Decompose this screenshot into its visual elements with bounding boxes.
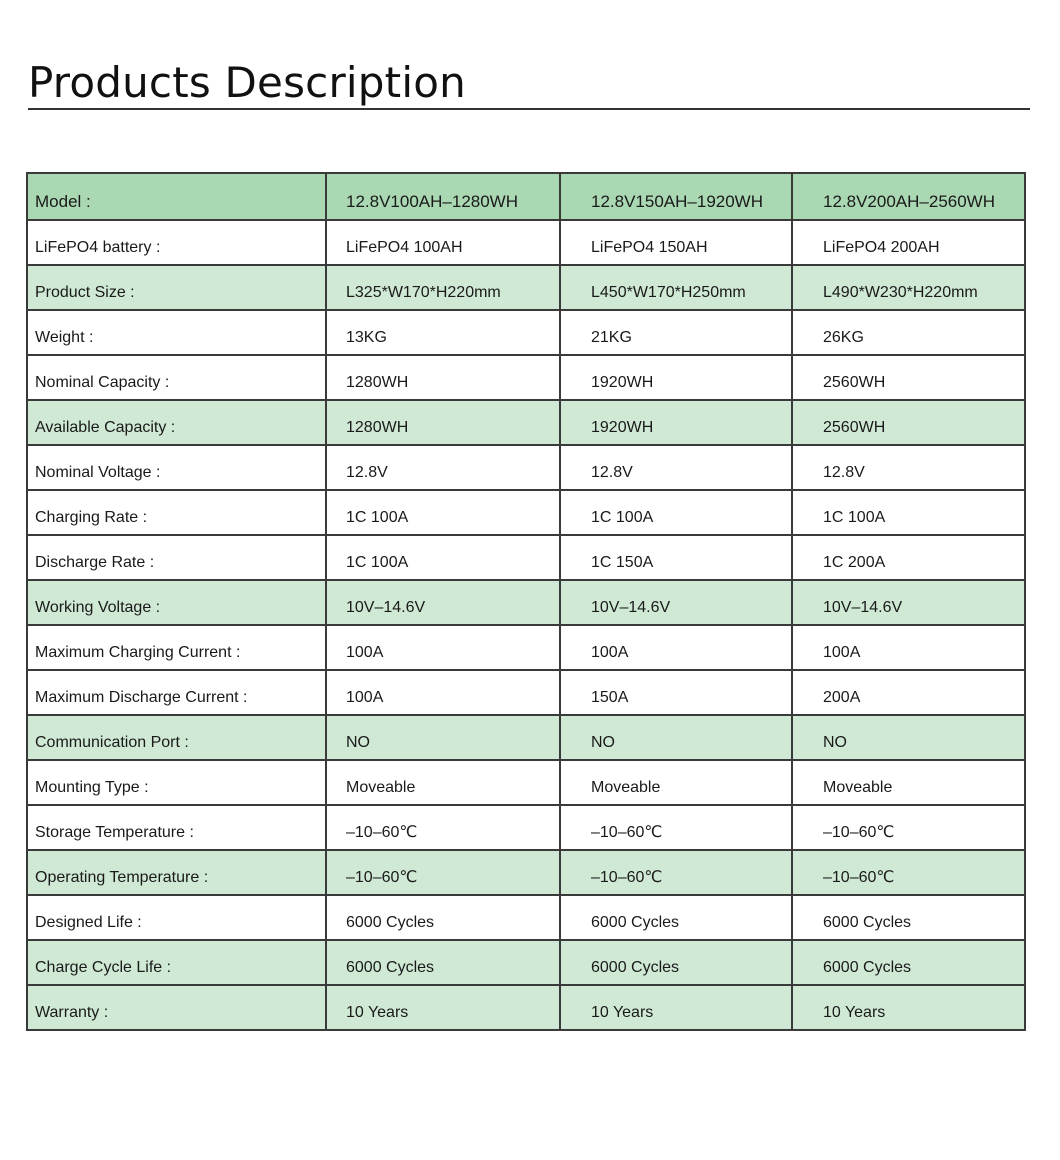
header-label: Model : <box>27 173 326 220</box>
row-label: Operating Temperature : <box>27 850 326 895</box>
table-row <box>27 760 1025 805</box>
row-value-model-1: 10V–14.6V <box>326 580 560 625</box>
table-row <box>27 895 1025 940</box>
row-value-model-3: 2560WH <box>792 355 1025 400</box>
table-row <box>27 715 1025 760</box>
row-label: Maximum Charging Current : <box>27 625 326 670</box>
table-row <box>27 985 1025 1030</box>
row-value-model-3: 26KG <box>792 310 1025 355</box>
row-value-model-3: –10–60℃ <box>792 850 1025 895</box>
row-value-model-3: 100A <box>792 625 1025 670</box>
row-value-model-3: 12.8V <box>792 445 1025 490</box>
table-row <box>27 220 1025 265</box>
header-model-1: 12.8V100AH–1280WH <box>326 173 560 220</box>
row-value-model-1: L325*W170*H220mm <box>326 265 560 310</box>
table-row <box>27 805 1025 850</box>
row-value-model-1: 1C 100A <box>326 535 560 580</box>
header-model-3: 12.8V200AH–2560WH <box>792 173 1025 220</box>
row-value-model-1: 100A <box>326 625 560 670</box>
row-label: Charge Cycle Life : <box>27 940 326 985</box>
row-value-model-1: LiFePO4 100AH <box>326 220 560 265</box>
row-value-model-1: NO <box>326 715 560 760</box>
table-row <box>27 625 1025 670</box>
row-label: Designed Life : <box>27 895 326 940</box>
table-header-row <box>27 173 1025 220</box>
row-value-model-2: LiFePO4 150AH <box>560 220 792 265</box>
row-label: Communication Port : <box>27 715 326 760</box>
row-value-model-2: 1920WH <box>560 355 792 400</box>
row-value-model-2: –10–60℃ <box>560 805 792 850</box>
page-title: Products Description <box>28 58 466 107</box>
row-value-model-2: 1C 150A <box>560 535 792 580</box>
row-value-model-3: Moveable <box>792 760 1025 805</box>
row-value-model-1: 100A <box>326 670 560 715</box>
row-value-model-3: 1C 200A <box>792 535 1025 580</box>
table-row <box>27 490 1025 535</box>
row-value-model-2: 6000 Cycles <box>560 940 792 985</box>
table-row <box>27 445 1025 490</box>
row-value-model-1: 1280WH <box>326 400 560 445</box>
table-row <box>27 940 1025 985</box>
row-label: Product Size : <box>27 265 326 310</box>
row-value-model-1: –10–60℃ <box>326 850 560 895</box>
spec-table-body <box>27 173 1025 1030</box>
row-value-model-3: –10–60℃ <box>792 805 1025 850</box>
row-value-model-3: LiFePO4 200AH <box>792 220 1025 265</box>
row-value-model-2: 21KG <box>560 310 792 355</box>
table-row <box>27 670 1025 715</box>
row-value-model-1: –10–60℃ <box>326 805 560 850</box>
row-value-model-2: 1C 100A <box>560 490 792 535</box>
row-value-model-2: –10–60℃ <box>560 850 792 895</box>
row-label: Available Capacity : <box>27 400 326 445</box>
row-label: Mounting Type : <box>27 760 326 805</box>
row-value-model-3: L490*W230*H220mm <box>792 265 1025 310</box>
row-label: LiFePO4 battery : <box>27 220 326 265</box>
table-row <box>27 265 1025 310</box>
table-row <box>27 535 1025 580</box>
row-value-model-2: 10V–14.6V <box>560 580 792 625</box>
row-value-model-2: 1920WH <box>560 400 792 445</box>
row-value-model-1: Moveable <box>326 760 560 805</box>
row-label: Discharge Rate : <box>27 535 326 580</box>
title-divider <box>28 108 1030 110</box>
table-row <box>27 310 1025 355</box>
row-value-model-1: 6000 Cycles <box>326 940 560 985</box>
row-value-model-2: 150A <box>560 670 792 715</box>
row-label: Maximum Discharge Current : <box>27 670 326 715</box>
table-row <box>27 400 1025 445</box>
row-value-model-2: L450*W170*H250mm <box>560 265 792 310</box>
row-label: Charging Rate : <box>27 490 326 535</box>
table-row <box>27 850 1025 895</box>
row-value-model-3: 200A <box>792 670 1025 715</box>
row-label: Storage Temperature : <box>27 805 326 850</box>
row-value-model-3: 10 Years <box>792 985 1025 1030</box>
table-row <box>27 355 1025 400</box>
row-value-model-3: 6000 Cycles <box>792 895 1025 940</box>
row-value-model-2: NO <box>560 715 792 760</box>
row-value-model-1: 1280WH <box>326 355 560 400</box>
row-label: Warranty : <box>27 985 326 1030</box>
row-label: Nominal Voltage : <box>27 445 326 490</box>
row-value-model-2: 10 Years <box>560 985 792 1030</box>
row-label: Nominal Capacity : <box>27 355 326 400</box>
row-value-model-3: 1C 100A <box>792 490 1025 535</box>
row-value-model-2: 12.8V <box>560 445 792 490</box>
row-value-model-3: 2560WH <box>792 400 1025 445</box>
header-model-2: 12.8V150AH–1920WH <box>560 173 792 220</box>
row-value-model-2: 6000 Cycles <box>560 895 792 940</box>
row-value-model-2: Moveable <box>560 760 792 805</box>
row-value-model-3: 6000 Cycles <box>792 940 1025 985</box>
row-value-model-3: 10V–14.6V <box>792 580 1025 625</box>
row-value-model-3: NO <box>792 715 1025 760</box>
row-value-model-1: 1C 100A <box>326 490 560 535</box>
row-value-model-1: 12.8V <box>326 445 560 490</box>
row-value-model-1: 13KG <box>326 310 560 355</box>
spec-table <box>26 172 1026 1031</box>
table-row <box>27 580 1025 625</box>
row-label: Weight : <box>27 310 326 355</box>
row-value-model-1: 6000 Cycles <box>326 895 560 940</box>
row-value-model-2: 100A <box>560 625 792 670</box>
row-value-model-1: 10 Years <box>326 985 560 1030</box>
row-label: Working Voltage : <box>27 580 326 625</box>
